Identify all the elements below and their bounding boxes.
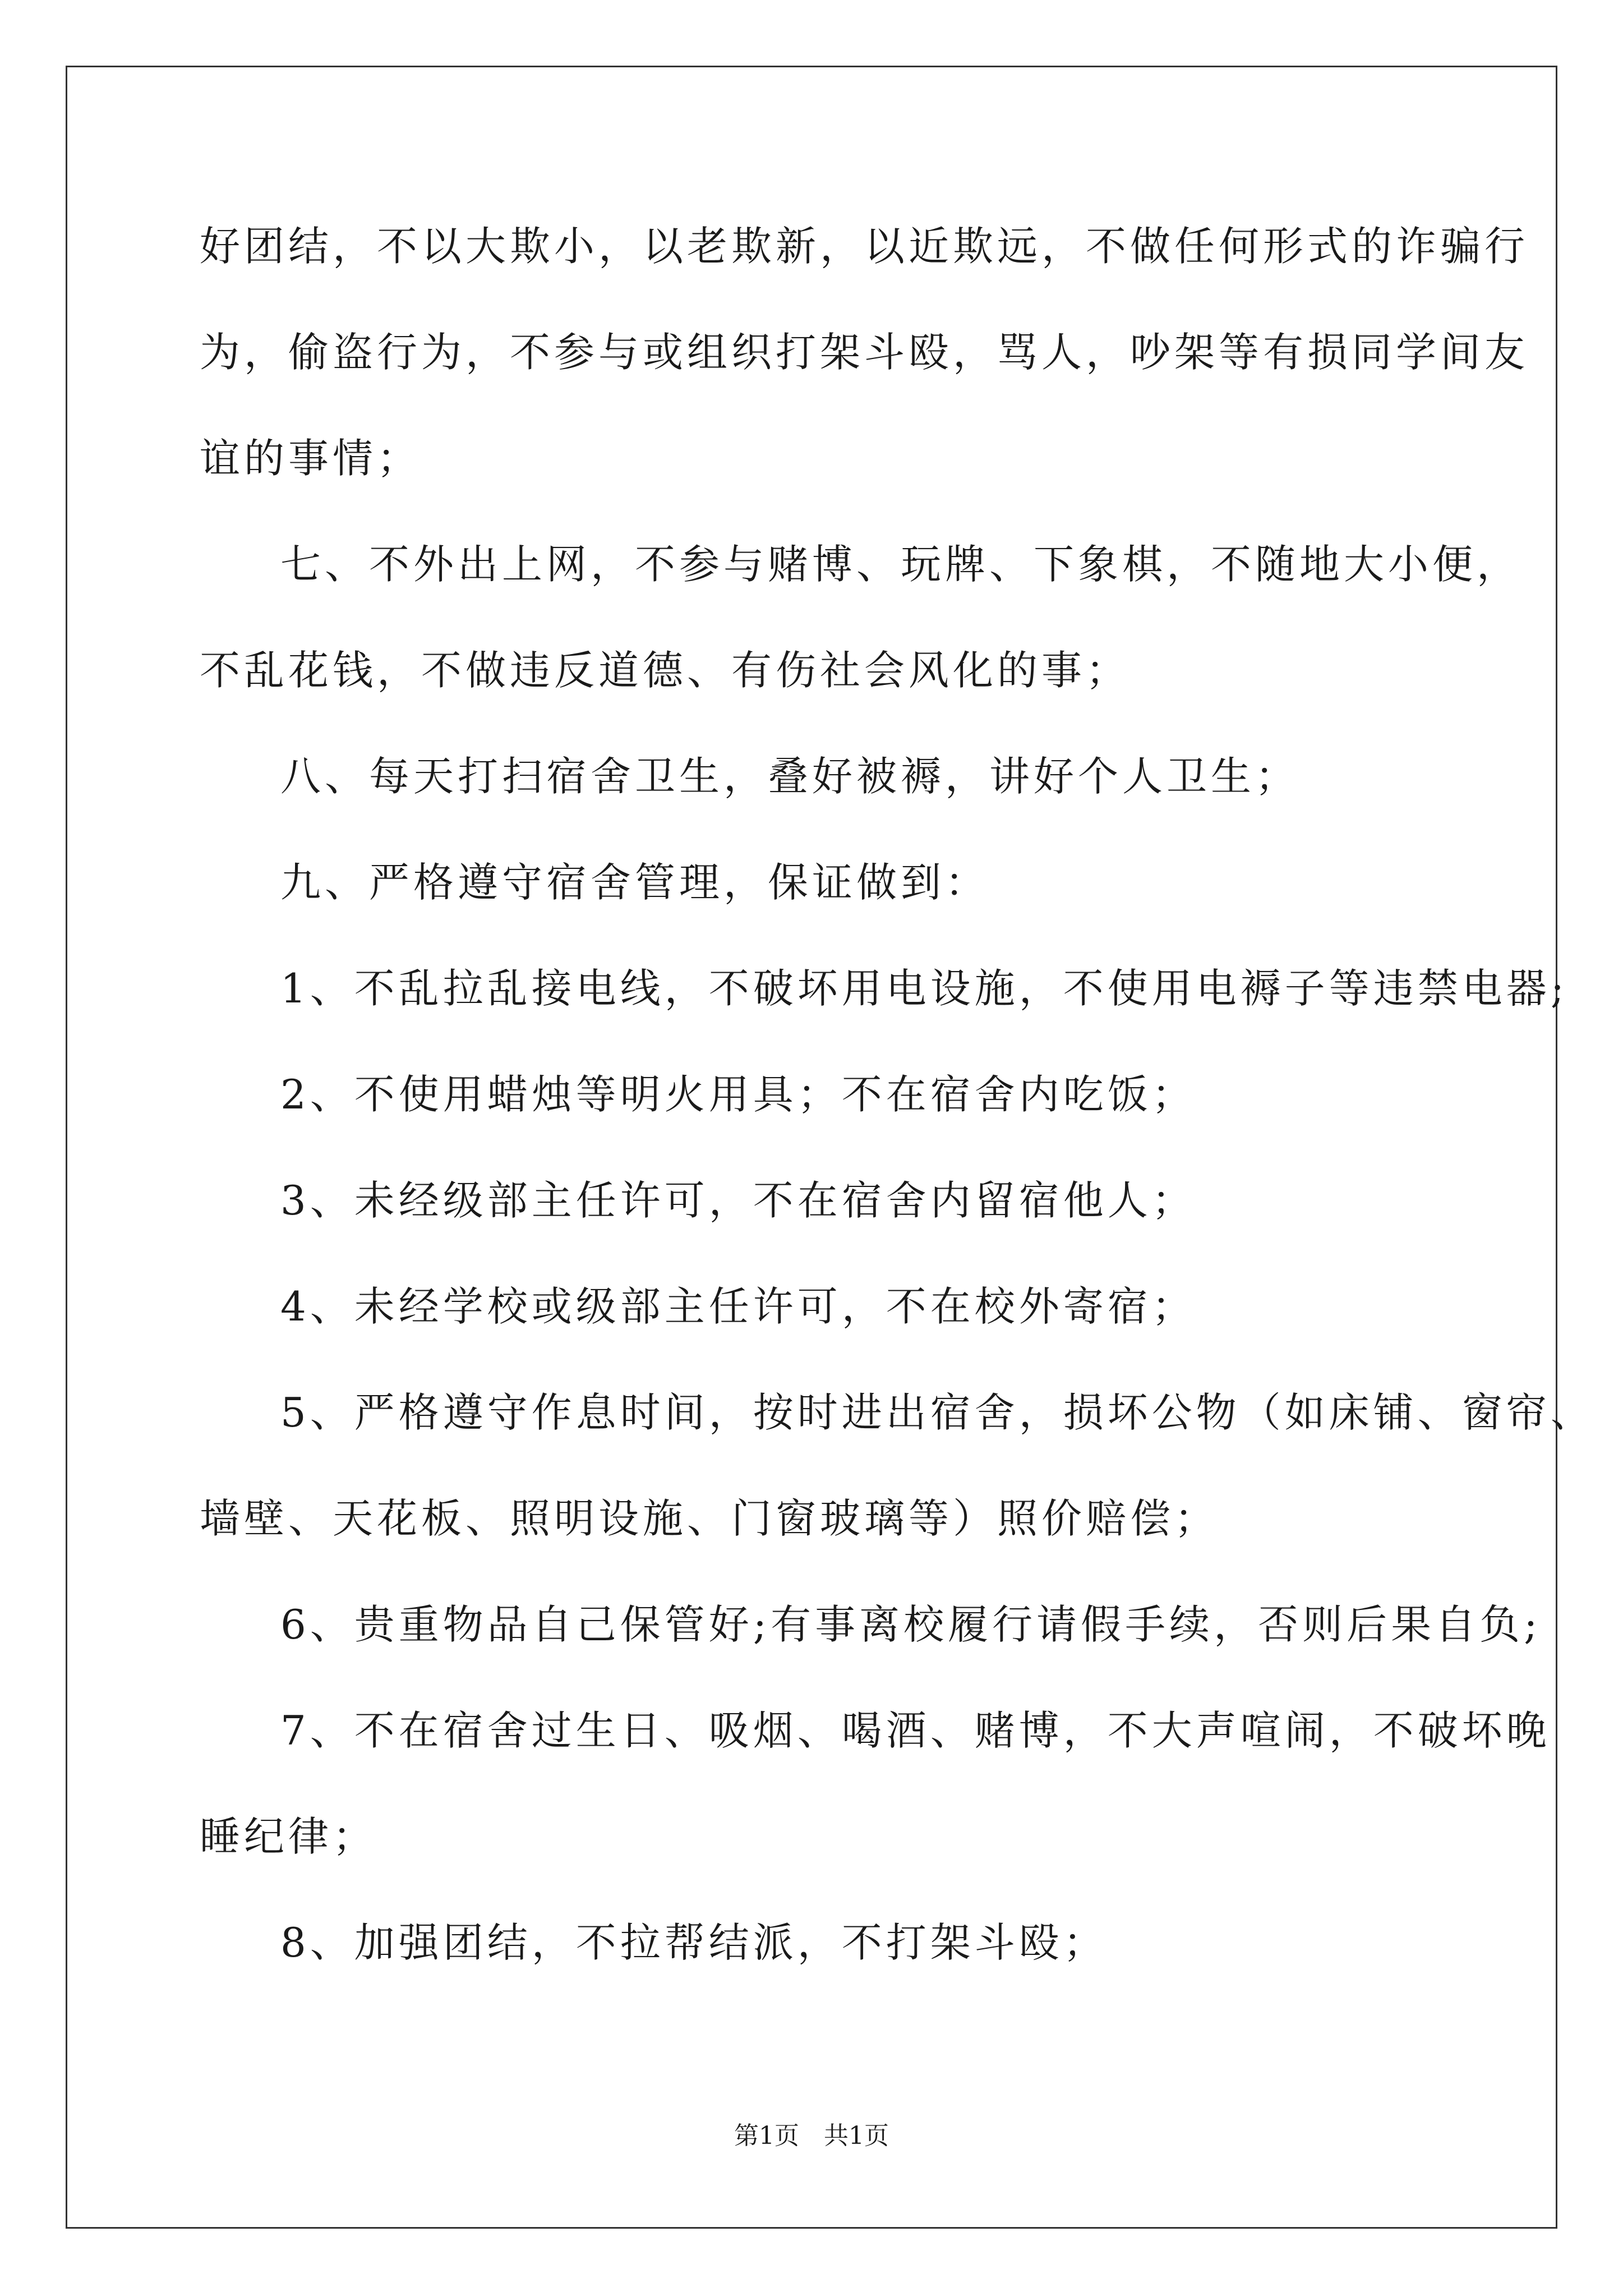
text-line: 1、不乱拉乱接电线，不破坏用电设施，不使用电褥子等违禁电器; [280, 965, 1569, 1012]
text-line: 九、严格遵守宿舍管理，保证做到： [280, 859, 990, 906]
page-frame [66, 66, 1557, 2229]
text-line: 2、不使用蜡烛等明火用具；不在宿舍内吃饭； [280, 1071, 1196, 1118]
text-line: 好团结，不以大欺小，以老欺新，以近欺远，不做任何形式的诈骗行 [200, 223, 1529, 270]
text-line: 4、未经学校或级部主任许可，不在校外寄宿； [280, 1283, 1196, 1330]
text-line: 3、未经级部主任许可，不在宿舍内留宿他人； [280, 1177, 1196, 1224]
text-line: 7、不在宿舍过生日、吸烟、喝酒、赌博，不大声喧闹，不破坏晚 [280, 1707, 1551, 1754]
text-line: 6、贵重物品自己保管好;有事离校履行请假手续，否则后果自负; [280, 1601, 1542, 1648]
text-line: 不乱花钱，不做违反道德、有伤社会风化的事； [200, 647, 1131, 694]
text-line: 谊的事情； [200, 435, 422, 482]
text-line: 睡纪律； [200, 1813, 377, 1860]
text-line: 5、严格遵守作息时间，按时进出宿舍，损坏公物（如床铺、窗帘、 [280, 1389, 1595, 1436]
page-footer: 第1页 共1页 [734, 2122, 889, 2150]
text-line: 8、加强团结，不拉帮结派，不打架斗殴； [280, 1919, 1108, 1966]
text-line: 为，偷盗行为，不参与或组织打架斗殴，骂人，吵架等有损同学间友 [200, 329, 1529, 376]
text-line: 七、不外出上网，不参与赌博、玩牌、下象棋，不随地大小便， [280, 541, 1521, 588]
text-line: 八、每天打扫宿舍卫生，叠好被褥，讲好个人卫生； [280, 753, 1300, 800]
text-line: 墙壁、天花板、照明设施、门窗玻璃等）照价赔偿； [200, 1495, 1219, 1542]
